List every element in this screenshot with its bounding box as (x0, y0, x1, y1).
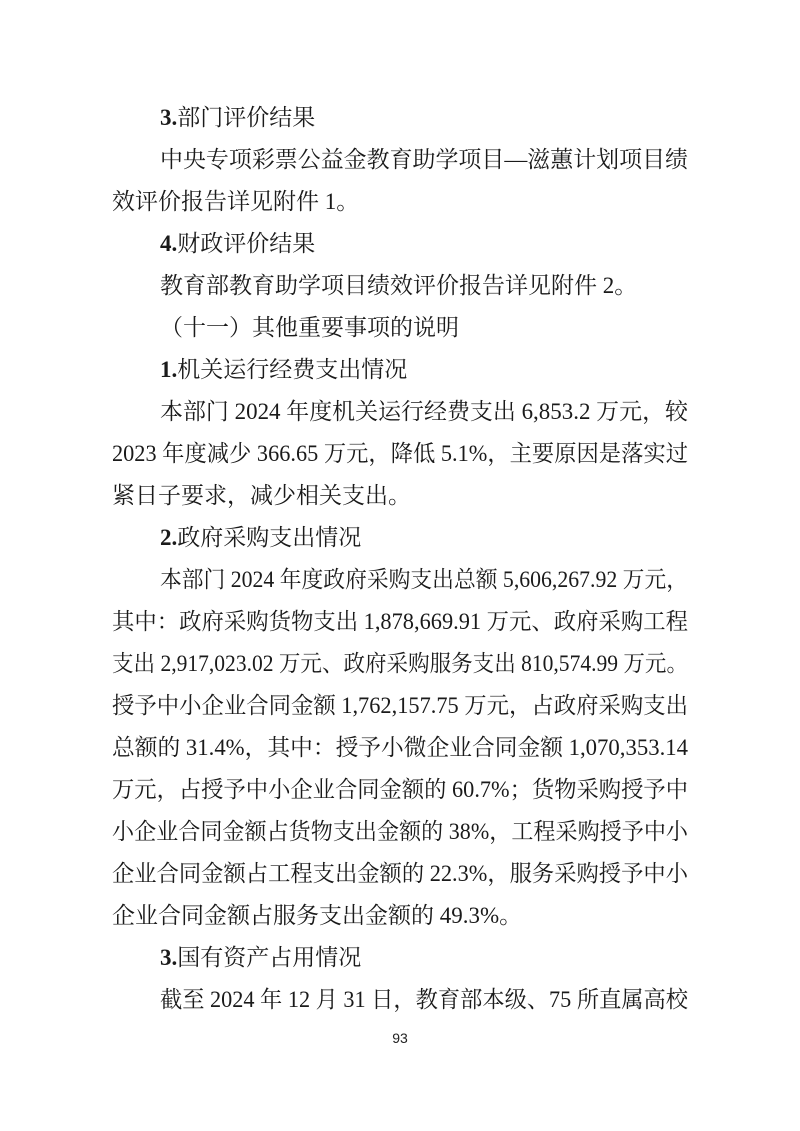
heading-fiscal-evaluation-results (112, 223, 688, 265)
heading-government-procurement (112, 517, 688, 559)
paragraph-line: 截至 2024 年 12 月 31 日，教育部本级、75 所直属高校 (160, 987, 688, 1012)
heading-number: 2. (160, 525, 178, 550)
heading-number: 3. (160, 105, 178, 130)
paragraph-line: 其中：政府采购货物支出 1,878,669.91 万元、政府采购工程 (112, 609, 688, 634)
paragraph-line: 效评价报告详见附件 1。 (112, 189, 360, 214)
heading-state-owned-assets (112, 937, 688, 979)
paragraph-line: 授予中小企业合同金额 1,762,157.75 万元，占政府采购支出 (112, 693, 688, 718)
page-number: 93 (392, 1030, 408, 1046)
paragraph-line: 紧日子要求，减少相关支出。 (112, 483, 411, 508)
heading-label: 财政评价结果 (177, 231, 316, 256)
heading-agency-operating-expenses (112, 349, 688, 391)
paragraph-line: 企业合同金额占服务支出金额的 49.3%。 (112, 903, 523, 928)
paragraph-line: 总额的 31.4%，其中：授予小微企业合同金额 1,070,353.14 (112, 735, 688, 760)
paragraph-line: 2023 年度减少 366.65 万元，降低 5.1%，主要原因是落实过 (112, 441, 688, 466)
heading-department-evaluation-results (112, 97, 688, 139)
paragraph-line: 中央专项彩票公益金教育助学项目—滋蕙计划项目绩 (160, 147, 688, 172)
heading-other-important-matters: （十一）其他重要事项的说明 (160, 315, 459, 340)
heading-label: 国有资产占用情况 (177, 945, 362, 970)
heading-number: 3. (160, 945, 178, 970)
paragraph-line: 本部门 2024 年度机关运行经费支出 6,853.2 万元，较 (160, 399, 688, 424)
heading-number: 4. (160, 231, 178, 256)
paragraph-line: 企业合同金额占工程支出金额的 22.3%，服务采购授予中小 (112, 861, 688, 886)
heading-label: 部门评价结果 (177, 105, 316, 130)
document-body (112, 97, 688, 1021)
paragraph-line: 支出 2,917,023.02 万元、政府采购服务支出 810,574.99 万元。 (112, 651, 688, 676)
heading-number: 1. (160, 357, 178, 382)
paragraph-line: 万元，占授予中小企业合同金额的 60.7%；货物采购授予中 (112, 777, 688, 802)
paragraph-line: 教育部教育助学项目绩效评价报告详见附件 2。 (160, 273, 638, 298)
heading-label: 政府采购支出情况 (177, 525, 362, 550)
paragraph-line: 本部门 2024 年度政府采购支出总额 5,606,267.92 万元， (160, 567, 688, 592)
heading-label: 机关运行经费支出情况 (177, 357, 408, 382)
paragraph-line: 小企业合同金额占货物支出金额的 38%，工程采购授予中小 (112, 819, 688, 844)
